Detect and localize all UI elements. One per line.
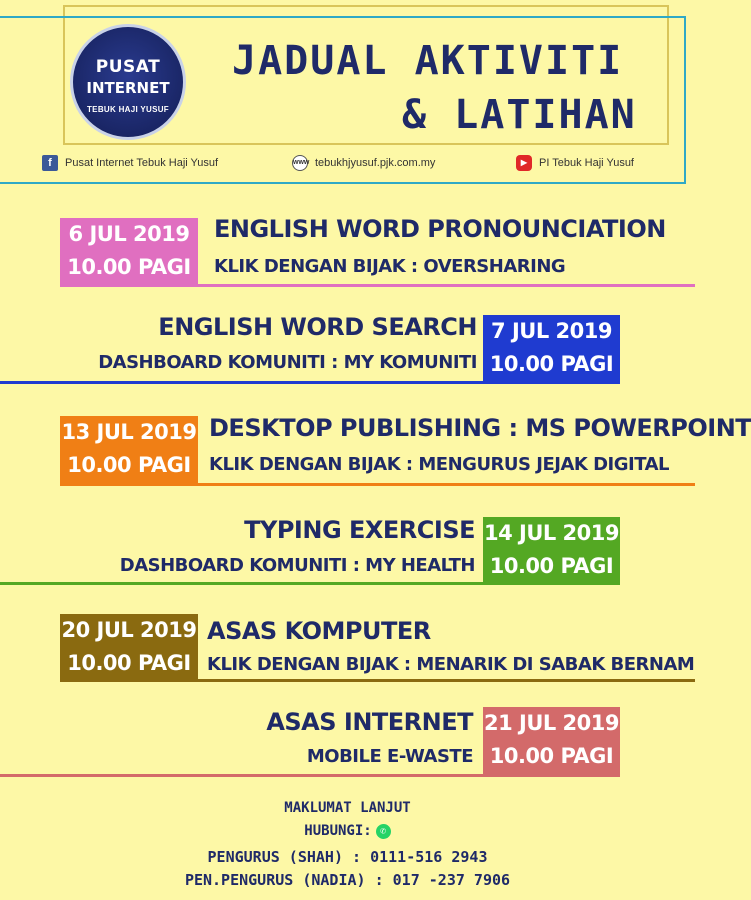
event-2-time: 10.00 PAGI	[489, 352, 614, 376]
page-title-line-1: JADUAL AKTIVITI	[232, 38, 624, 84]
website-label: tebukhjyusuf.pjk.com.my	[315, 157, 436, 169]
header-accent-line-right	[684, 16, 686, 184]
event-2-subtitle: DASHBOARD KOMUNITI : MY KOMUNITI	[98, 352, 477, 373]
event-4-time: 10.00 PAGI	[489, 554, 614, 578]
event-6-date: 21 JUL 2019	[483, 711, 620, 735]
youtube-label: PI Tebuk Haji Yusuf	[539, 157, 634, 169]
logo-line-3: TEBUK HAJI YUSUF	[87, 105, 169, 114]
event-4-date-box	[483, 517, 620, 584]
event-1-subtitle: KLIK DENGAN BIJAK : OVERSHARING	[214, 256, 566, 277]
footer-contact-label: HUBUNGI:	[304, 823, 372, 839]
event-5-date: 20 JUL 2019	[61, 618, 197, 642]
event-1-title: ENGLISH WORD PRONOUNCIATION	[214, 215, 666, 243]
event-5-title: ASAS KOMPUTER	[207, 617, 431, 645]
event-4-subtitle: DASHBOARD KOMUNITI : MY HEALTH	[119, 555, 475, 576]
footer-manager-contact: PENGURUS (SHAH) : 0111-516 2943	[207, 848, 488, 866]
event-3-date: 13 JUL 2019	[61, 420, 197, 444]
header-accent-line-top	[0, 16, 686, 18]
event-4-date: 14 JUL 2019	[483, 521, 620, 545]
event-3-title: DESKTOP PUBLISHING : MS POWERPOINT	[209, 414, 751, 442]
event-6-title: ASAS INTERNET	[266, 708, 473, 736]
event-6-subtitle: MOBILE E-WASTE	[306, 746, 473, 767]
event-2-date-box	[483, 315, 620, 383]
page-title-line-2: & LATIHAN	[402, 92, 637, 138]
event-5-date-box	[60, 614, 198, 681]
logo-line-2: INTERNET	[86, 79, 170, 97]
header-accent-line-bottom	[0, 182, 686, 184]
logo-line-1: PUSAT	[95, 57, 161, 77]
event-6-date-box	[483, 707, 620, 776]
event-1-date: 6 JUL 2019	[68, 222, 190, 246]
event-6-time: 10.00 PAGI	[489, 744, 614, 768]
footer-contact-row	[0, 823, 695, 839]
event-2-title: ENGLISH WORD SEARCH	[158, 313, 477, 341]
globe-icon: www	[292, 155, 308, 171]
youtube-icon: ▶	[516, 155, 532, 171]
event-3-time: 10.00 PAGI	[67, 453, 191, 477]
event-4-title: TYPING EXERCISE	[244, 516, 475, 544]
facebook-label: Pusat Internet Tebuk Haji Yusuf	[65, 157, 219, 169]
pusat-internet-logo	[70, 24, 186, 140]
event-2-date: 7 JUL 2019	[491, 319, 612, 343]
social-website	[292, 155, 435, 171]
whatsapp-icon: ✆	[376, 824, 391, 839]
event-5-time: 10.00 PAGI	[67, 651, 191, 675]
event-1-date-box	[60, 218, 198, 286]
footer-assistant-contact: PEN.PENGURUS (NADIA) : 017 -237 7906	[184, 871, 511, 889]
event-1-time: 10.00 PAGI	[67, 255, 191, 279]
footer-more-info: MAKLUMAT LANJUT	[284, 800, 411, 816]
social-facebook	[42, 155, 218, 171]
event-3-date-box	[60, 416, 198, 485]
facebook-icon: f	[42, 155, 58, 171]
social-youtube	[516, 155, 634, 171]
event-5-subtitle: KLIK DENGAN BIJAK : MENARIK DI SABAK BERNAM	[207, 654, 695, 675]
event-3-subtitle: KLIK DENGAN BIJAK : MENGURUS JEJAK DIGITAL	[209, 454, 669, 475]
